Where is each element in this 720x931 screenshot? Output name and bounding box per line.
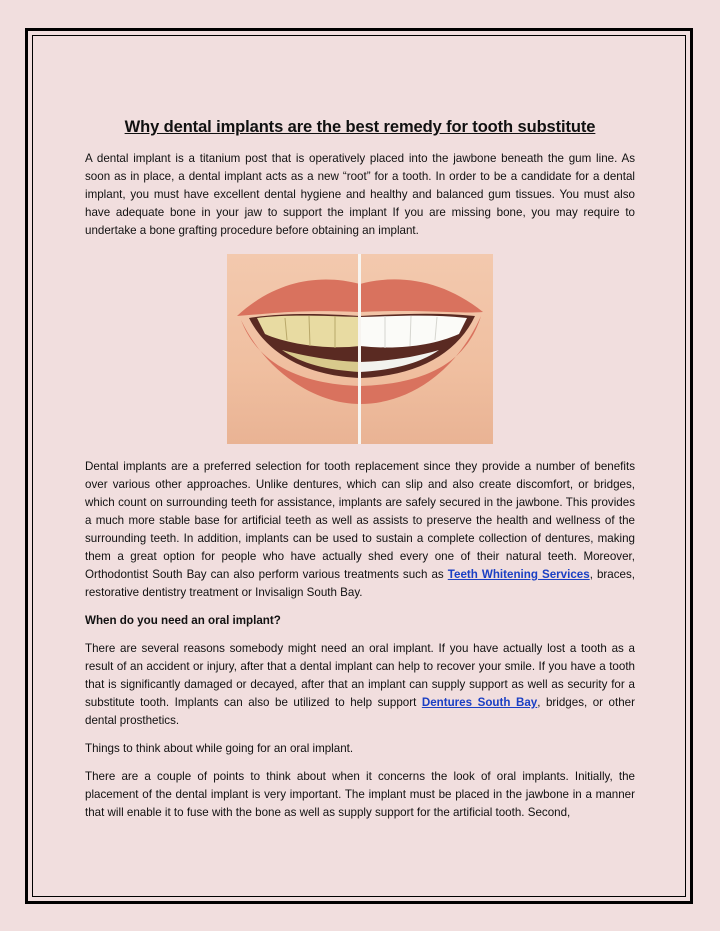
benefits-paragraph xyxy=(85,458,635,602)
benefits-text-end: , braces, restorative dentistry treatment or Invisalign South Bay. xyxy=(85,568,635,599)
placement-paragraph: There are a couple of points to think about when it concerns the look of oral implants. Initially, the placement of the dental implant is very important. The implant must be placed in the jawbone in a manner that will enable it to fuse with the bone as well as supply support for the artificial tooth. Second, xyxy=(85,770,635,819)
reasons-paragraph xyxy=(85,640,635,730)
things-heading: Things to think about while going for an oral implant. xyxy=(85,742,354,755)
reasons-text: There are several reasons somebody might need an oral implant. If you have actually lost a tooth as a result of an accident or injury, after that a dental implant can help to recover your smile. If you have a tooth that is significantly damaged or decayed, after that an implant can supply support as well as security for a substitute tooth. Implants can also be utilized to help support xyxy=(85,642,635,709)
dentures-south-bay-link[interactable]: Dentures South Bay xyxy=(421,696,538,709)
reasons-text-end: , bridges, or other dental prosthetics. xyxy=(85,696,635,727)
intro-paragraph: A dental implant is a titanium post that is operatively placed into the jawbone beneath the gum line. As soon as in place, a dental implant acts as a new “root” for a tooth. In order to be a candidate for a dental implant, you must have excellent dental hygiene and healthy and balanced gum tissues. You must also have adequate bone in your jaw to support the implant If you are missing bone, you may require to undertake a bone grafting procedure before obtaining an implant. xyxy=(85,152,635,237)
benefits-text: Dental implants are a preferred selection for tooth replacement since they provide a number of benefits over various other approaches. Unlike dentures, which can slip and also create discomfort, or bridges, which count on surrounding teeth for assistance, implants are safely secured in the jawbone. This provides a much more stable base for artificial teeth as well as assists to preserve the health and wellness of the surrounding teeth. In addition, implants can be used to sustain a complete collection of dentures, making them a great option for people who have actually shed every one of their natural teeth. Moreover, Orthodontist South Bay can also perform various treatments such as xyxy=(85,460,635,581)
document-body xyxy=(85,118,635,832)
teeth-whitening-link[interactable]: Teeth Whitening Services xyxy=(447,568,590,581)
teeth-whitening-image xyxy=(227,254,493,444)
before-after-divider xyxy=(358,254,361,444)
when-heading: When do you need an oral implant? xyxy=(85,614,281,627)
page-title: Why dental implants are the best remedy for tooth substitute xyxy=(124,118,596,136)
